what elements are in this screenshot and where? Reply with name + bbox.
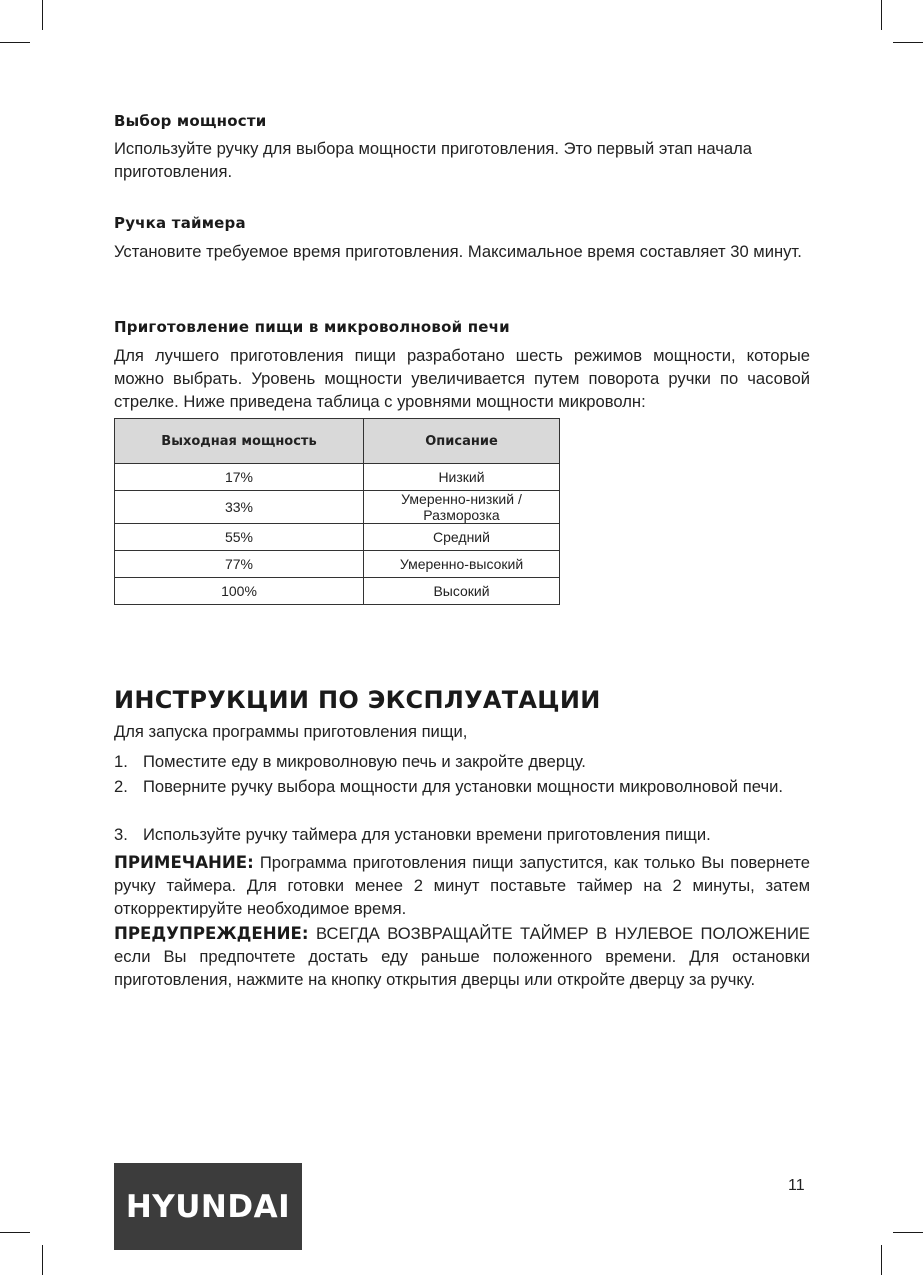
description-cell: Высокий bbox=[364, 578, 560, 605]
instructions-intro: Для запуска программы приготовления пищи, bbox=[114, 722, 468, 741]
step-text: Поместите еду в микроволновую печь и закройте дверцу. bbox=[143, 752, 586, 771]
page-number: 11 bbox=[788, 1177, 805, 1194]
power-cell: 100% bbox=[115, 578, 364, 605]
note-text: Программа приготовления пищи запустится, как только Вы повернете ручку таймера. Для готовки менее 2 минут поставьте таймер на 2 минуты, затем откорректируйте необходимое время. bbox=[114, 853, 810, 918]
power-cell: 55% bbox=[115, 524, 364, 551]
table-row bbox=[115, 524, 560, 551]
table-row bbox=[115, 464, 560, 491]
column-header-output-power: Выходная мощность bbox=[115, 419, 364, 464]
description-cell: Умеренно-низкий / Разморозка bbox=[364, 491, 560, 524]
microwave-cooking-text: Для лучшего приготовления пищи разработано шесть режимов мощности, которые можно выбрать. Уровень мощности увеличивается путем поворота ручки по часовой стрелке. Ниже приведена таблица с уровнями мощности микроволн: bbox=[114, 346, 810, 411]
warning-paragraph bbox=[114, 922, 810, 991]
timer-knob-heading: Ручка таймера bbox=[114, 214, 246, 232]
column-header-description: Описание bbox=[364, 419, 560, 464]
crop-mark bbox=[42, 0, 43, 30]
microwave-cooking-heading: Приготовление пищи в микроволновой печи bbox=[114, 318, 510, 336]
power-select-text: Используйте ручку для выбора мощности приготовления. Это первый этап начала приготовления. bbox=[114, 139, 752, 181]
note-paragraph bbox=[114, 851, 810, 920]
timer-knob-text: Установите требуемое время приготовления. Максимальное время составляет 30 минут. bbox=[114, 242, 802, 261]
table-row bbox=[115, 491, 560, 524]
list-item bbox=[114, 775, 810, 798]
power-cell: 17% bbox=[115, 464, 364, 491]
logo-text: HYUNDAI bbox=[125, 1188, 291, 1225]
step-number: 3. bbox=[114, 825, 128, 844]
table-row bbox=[115, 578, 560, 605]
crop-mark bbox=[0, 1232, 30, 1233]
description-cell: Средний bbox=[364, 524, 560, 551]
power-levels-table bbox=[114, 418, 560, 605]
instructions-title: ИНСТРУКЦИИ ПО ЭКСПЛУАТАЦИИ bbox=[114, 686, 601, 714]
list-item bbox=[114, 823, 810, 846]
crop-mark bbox=[893, 1232, 923, 1233]
power-cell: 33% bbox=[115, 491, 364, 524]
step-number: 1. bbox=[114, 752, 128, 771]
crop-mark bbox=[893, 42, 923, 43]
crop-mark bbox=[881, 0, 882, 30]
step-text: Поверните ручку выбора мощности для установки мощности микроволновой печи. bbox=[143, 777, 783, 796]
note-label: ПРИМЕЧАНИЕ: bbox=[114, 853, 254, 872]
step-number: 2. bbox=[114, 777, 128, 796]
warning-text: ВСЕГДА ВОЗВРАЩАЙТЕ ТАЙМЕР В НУЛЕВОЕ ПОЛОЖЕНИЕ если Вы предпочтете достать еду раньше положенного времени. Для остановки приготовления, нажмите на кнопку открытия дверцы или откройте дверцу за ручку. bbox=[114, 924, 810, 989]
list-item bbox=[114, 750, 810, 773]
table-header-row bbox=[115, 419, 560, 464]
description-cell: Умеренно-высокий bbox=[364, 551, 560, 578]
warning-label: ПРЕДУПРЕЖДЕНИЕ: bbox=[114, 924, 309, 943]
crop-mark bbox=[881, 1245, 882, 1275]
step-text: Используйте ручку таймера для установки времени приготовления пищи. bbox=[143, 825, 711, 844]
crop-mark bbox=[0, 42, 30, 43]
description-cell: Низкий bbox=[364, 464, 560, 491]
table-row bbox=[115, 551, 560, 578]
crop-mark bbox=[42, 1245, 43, 1275]
power-cell: 77% bbox=[115, 551, 364, 578]
hyundai-logo bbox=[114, 1163, 302, 1250]
power-select-heading: Выбор мощности bbox=[114, 112, 267, 130]
